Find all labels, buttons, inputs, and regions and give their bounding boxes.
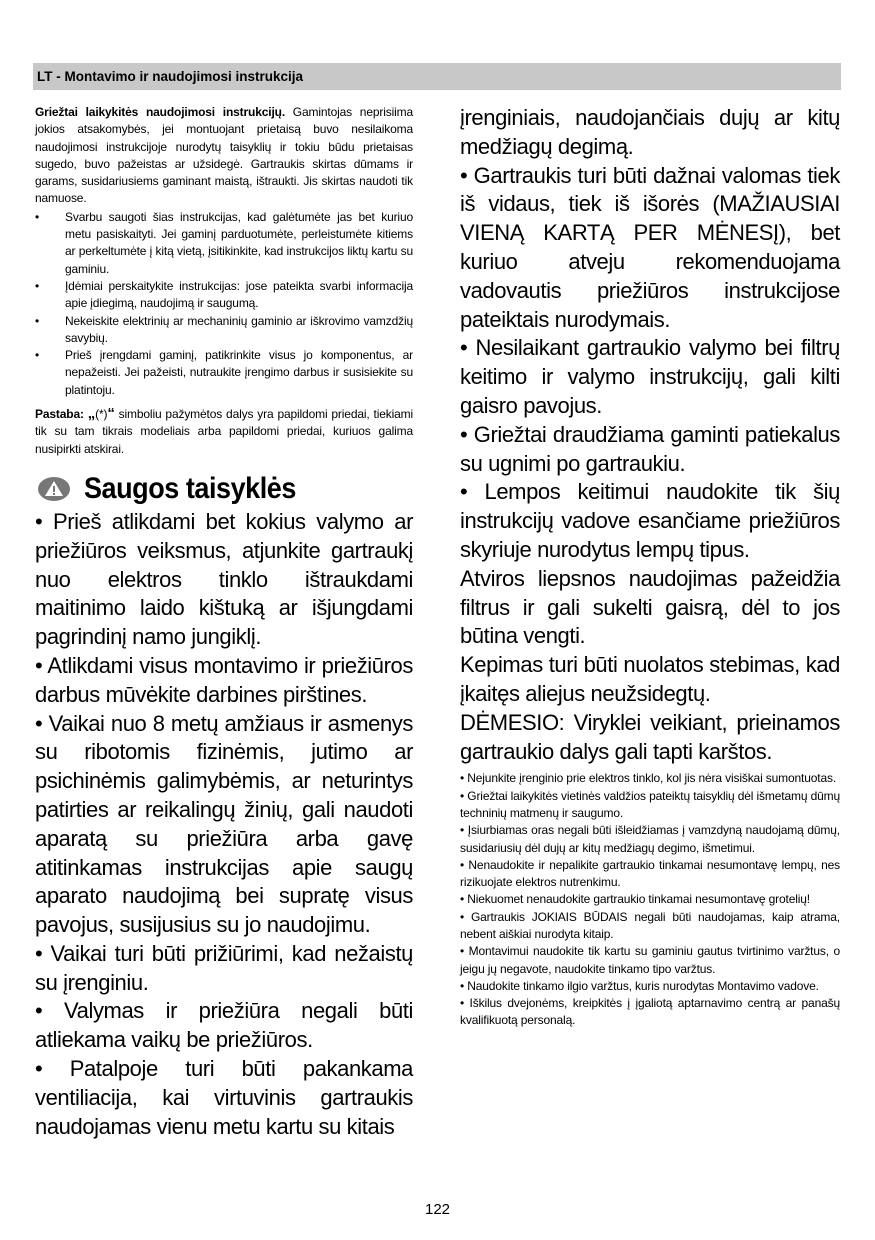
note-quote-close: “ (107, 405, 115, 423)
intro-bold: Griežtai laikykitės naudojimosi instrukcijų. (35, 105, 285, 119)
intro-paragraph (35, 104, 413, 208)
safety-paragraph: įrenginiais, naudojančiais dujų ar kitų medžiagų degimą. (460, 105, 840, 159)
bullet-text: Svarbu saugoti šias instrukcijas, kad galėtumėte jas bet kuriuo metu pasiskaityti. Jei gaminį parduotumėte, perleistumėte kitiems ar perkeltumėte į kitą vietą, įsitikinkite, kad instrukcijos liktų kartu su gaminiu. (65, 209, 413, 276)
bullet-dot: • (35, 348, 40, 363)
list-item (35, 347, 413, 399)
note-symbol: (*) (95, 407, 108, 422)
list-item: • Įsiurbiamas oras negali būti išleidžiamas į vamzdyną naudojamą dūmų, susidariusių dėl dujų ar kitų medžiagų degimo, išmetimui. (460, 823, 840, 855)
intro-text: Gamintojas neprisiima jokios atsakomybės, jei montuojant prietaisą buvo nesilaikoma naudojimosi instrukcijoje nurodytų taisyklių ir tokiu būdu prietaisas sugedo, buvo pažeistas ar užsidegė. Gartraukis skirtas dūmams ir garams, susidariusiems gaminant maistą, ištraukti. Jis skirtas naudoti tik namuose. (35, 105, 413, 206)
bullet-dot: • (35, 313, 40, 328)
safety-paragraph: • Valymas ir priežiūra negali būti atliekama vaikų be priežiūros. (35, 998, 413, 1053)
page-header (33, 63, 841, 90)
bullet-dot: • (35, 209, 40, 224)
section-heading (35, 470, 413, 508)
bullet-text: Nekeiskite elektrinių ar mechaninių gaminio ar iškrovimo vamzdžių savybių. (65, 313, 413, 345)
safety-paragraph: • Vaikai nuo 8 metų amžiaus ir asmenys su ribotomis fizinėmis, jutimo ar psichinėmis galimybėmis, ar neturintys patirties ar reikalingų žinių, gali naudoti aparatą su priežiūra arba gavę atitinkamas instrukcijas apie saugų aparato naudojimą bei supratę visus pavojus, susijusius su jo naudojimu. (35, 710, 413, 938)
list-item: • Niekuomet nenaudokite gartraukio tinkamai nesumontavę grotelių! (460, 892, 810, 907)
bullet-dot: • (35, 278, 40, 293)
list-item (35, 313, 413, 348)
list-item: • Iškilus dvejonėms, kreipkitės į įgaliotą aptarnavimo centrą ar panašų kvalifikuotą personalą. (460, 996, 840, 1028)
intro-bullet-list (35, 209, 413, 399)
safety-paragraph: • Patalpoje turi būti pakankama ventiliacija, kai virtuvinis gartraukis naudojamas vienu metu kartu su kitais (35, 1056, 413, 1139)
list-item: • Naudokite tinkamo ilgio varžtus, kuris nurodytas Montavimo vadove. (460, 978, 819, 993)
right-column (460, 104, 840, 1030)
safety-paragraph: • Gartraukis turi būti dažnai valomas tiek iš vidaus, tiek iš išorės (MAŽIAUSIAI VIENĄ KARTĄ PER MĖNESĮ), bet kuriuo atveju rekomenduojama vadovautis priežiūros instrukcijose pateiktais nurodymais. (460, 162, 840, 332)
list-item (35, 209, 413, 278)
safety-paragraph: • Lempos keitimui naudokite tik šių instrukcijų vadove esančiame priežiūros skyriuje nurodytus lempų tipus. (460, 479, 840, 562)
list-item: • Nenaudokite ir nepalikite gartraukio tinkamai nesumontavę lempų, nes rizikuojate elektros nutrenkimu. (460, 857, 840, 890)
list-item: • Griežtai laikykitės vietinės valdžios pateiktų taisyklių dėl išmetamų dūmų techninių matmenų ir saugumo. (460, 788, 840, 820)
note-label: Pastaba: (35, 407, 84, 422)
safety-paragraph: • Griežtai draudžiama gaminti patiekalus su ugnimi po gartraukiu. (460, 421, 840, 476)
small-rules-list (460, 770, 840, 1029)
list-item: • Gartraukis JOKIAIS BŪDAIS negali būti naudojamas, kaip atrama, nebent aiškiai nurodyta kitaip. (460, 909, 840, 941)
safety-paragraph: • Nesilaikant gartraukio valymo bei filtrų keitimo ir valymo instrukcijų, gali kilti gaisro pavojus. (460, 335, 840, 418)
left-column (35, 104, 413, 1141)
list-item (35, 278, 413, 313)
bullet-text: Prieš įrengdami gaminį, patikrinkite visus jo komponentus, ar nepažeisti. Jei pažeisti, nutraukite įrengimo darbus ir susisiekite su platintoju. (65, 348, 413, 397)
safety-paragraph: • Prieš atlikdami bet kokius valymo ar priežiūros veiksmus, atjunkite gartraukį nuo elektros tinklo ištraukdami maitinimo laido kištuką ar išjungdami pagrindinį namo jungiklį. (35, 508, 413, 650)
list-item: • Montavimui naudokite tik kartu su gaminiu gautus tvirtinimo varžtus, o jeigu jų negavote, naudokite tinkamo tipo varžtus. (460, 944, 840, 976)
safety-paragraph: • Vaikai turi būti prižiūrimi, kad nežaistų su įrenginiu. (35, 940, 413, 995)
note-text: simboliu pažymėtos dalys yra papildomi priedai, tiekiami tik su tam tikrais modeliais arba papildomi priedai, kuriuos galima nusipirkti atskirai. (35, 407, 413, 456)
note-quote-open: „ (87, 405, 96, 423)
safety-paragraph: • Atlikdami visus montavimo ir priežiūros darbus mūvėkite darbines pirštines. (35, 652, 413, 707)
safety-paragraph: Atviros liepsnos naudojimas pažeidžia filtrus ir gali sukelti gaisrą, dėl to jos būtina vengti. (460, 565, 840, 649)
safety-paragraph: DĖMESIO: Viryklei veikiant, prieinamos gartraukio dalys gali tapti karštos. (460, 709, 840, 764)
page-number: 122 (424, 1201, 451, 1218)
bullet-text: Įdėmiai perskaitykite instrukcijas: jose pateikta svarbi informacija apie įdiegimą, naudojimą ir saugumą. (65, 278, 413, 311)
safety-paragraph: Kepimas turi būti nuolatos stebimas, kad įkaitęs aliejus neužsidegtų. (460, 652, 840, 706)
section-title: Saugos taisyklės (84, 471, 296, 505)
warning-icon (37, 476, 71, 502)
list-item: • Nejunkite įrenginio prie elektros tinklo, kol jis nėra visiškai sumontuotas. (460, 771, 837, 786)
note-paragraph (35, 405, 413, 458)
header-title: LT - Montavimo ir naudojimosi instrukcija (37, 69, 304, 84)
